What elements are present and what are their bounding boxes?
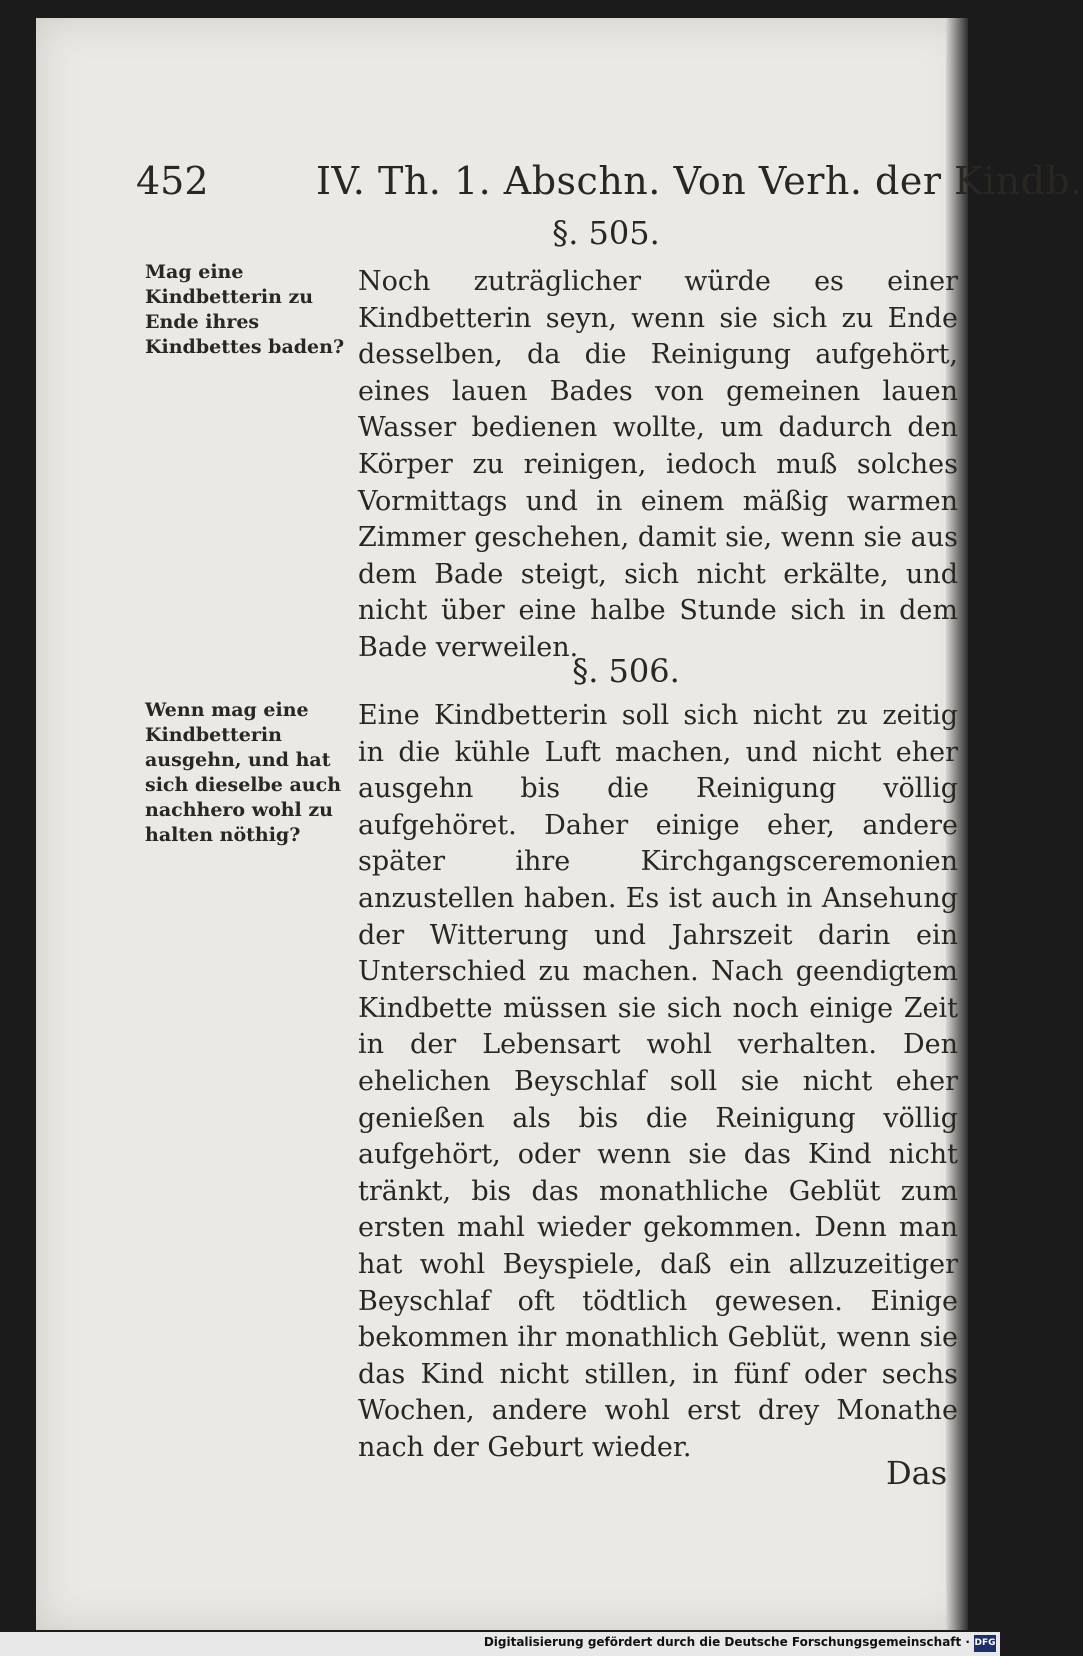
running-head: IV. Th. 1. Abschn. Von Verh. der Kindb. [316, 159, 1083, 203]
paragraph-505: Noch zuträglicher würde es einer Kindbetterin seyn, wenn sie sich zu Ende desselben, da die Reinigung aufgehört, eines lauen Bades von gemeinen lauen Wasser bedienen wollte, um dadurch den Körper zu reinigen, iedoch muß solches Vormittags und in einem mäßig warmen Zimmer geschehen, damit sie, wenn sie aus dem Bade steigt, sich nicht erkälte, und nicht über eine halbe Stunde sich in dem Bade verweilen. [358, 266, 958, 663]
margin-note-506: Wenn mag eine Kindbetterin ausgehn, und hat sich dieselbe auch nachhero wohl zu halten nöthig? [145, 699, 342, 846]
page-number: 452 [136, 159, 209, 203]
paragraph-506: Eine Kindbetterin soll sich nicht zu zeitig in die kühle Luft machen, und nicht eher ausgehn bis die Reinigung völlig aufgehöret. Daher einige eher, andere später ihre Kirchgangsceremonien anzustellen haben. Es ist auch in Ansehung der Witterung und Jahrszeit darin ein Unterschied zu machen. Nach geendigtem Kindbette müssen sie sich noch einige Zeit in der Lebensart wohl verhalten. Den ehelichen Beyschlaf soll sie nicht eher genießen als bis die Reinigung völlig aufgehört, oder wenn sie das Kind nicht tränkt, bis das monathliche Geblüt zum ersten mahl wieder gekommen. Denn man hat wohl Beyspiele, daß ein allzuzeitiger Beyschlaf oft tödtlich gewesen. Einige bekommen ihr monathlich Geblüt, wenn sie das Kind nicht stillen, in fünf oder sechs Wochen, andere wohl erst drey Monathe nach der Geburt wieder. [358, 700, 958, 1463]
book-page [36, 18, 1083, 1630]
dfg-logo-icon: DFG [974, 1635, 996, 1652]
page-header [136, 156, 1083, 206]
footer-credit: Digitalisierung gefördert durch die Deutsche Forschungsgemeinschaft · [483, 1635, 970, 1649]
margin-note-505: Mag eine Kindbetterin zu Ende ihres Kindbettes baden? [145, 261, 345, 358]
section-heading-505: §. 505. [552, 214, 660, 252]
section-heading-506: §. 506. [572, 652, 680, 690]
catchword: Das [886, 1454, 948, 1492]
footer-bar [0, 1632, 1000, 1656]
